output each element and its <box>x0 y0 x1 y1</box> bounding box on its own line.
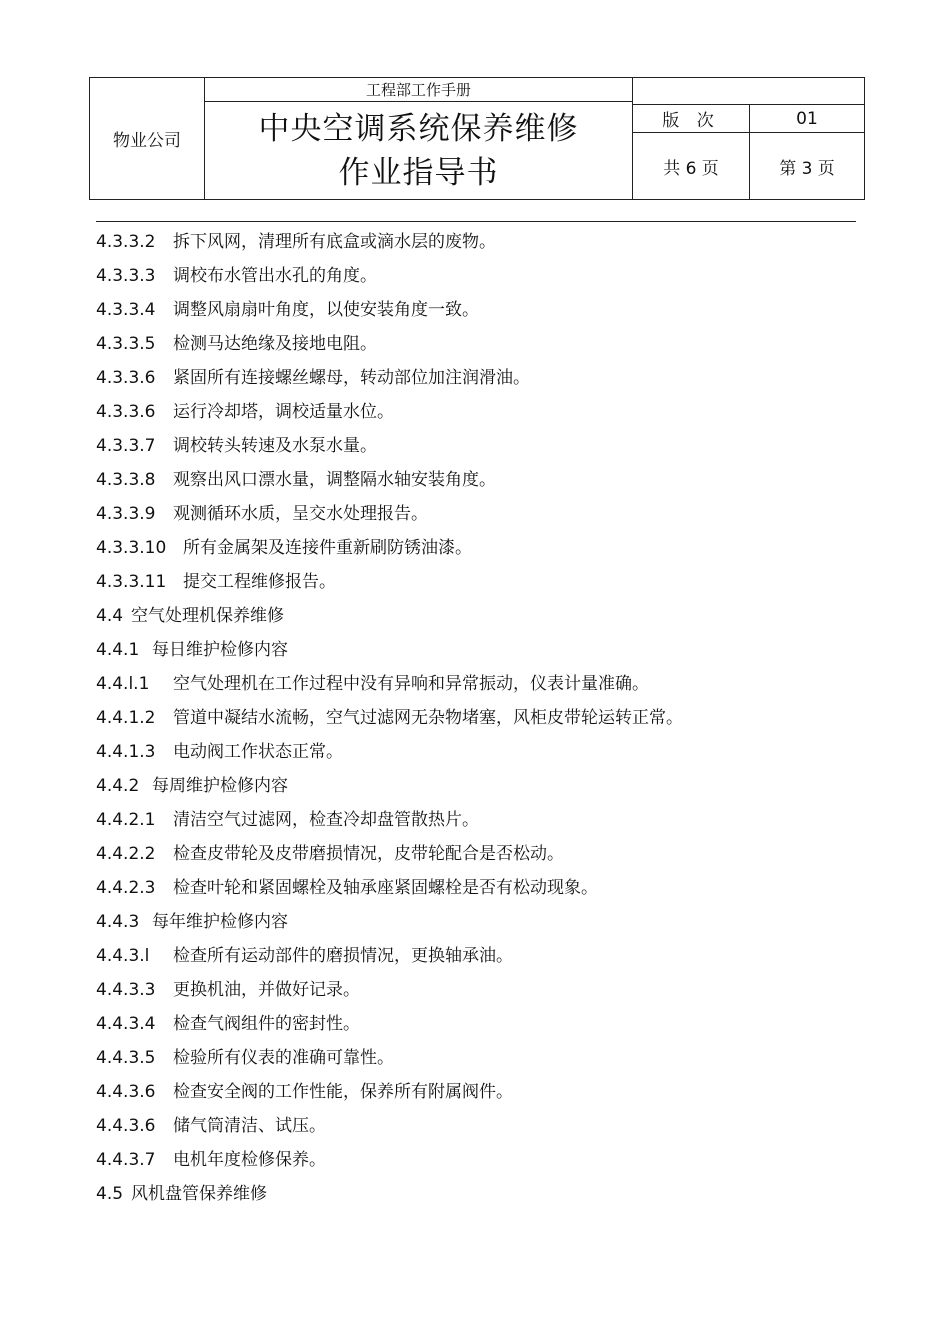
section-number: 4.4.3.5 <box>96 1048 156 1068</box>
section-text: 储气筒清洁、试压。 <box>173 1116 326 1136</box>
section-number: 4.4.2.2 <box>96 844 156 864</box>
list-item <box>96 535 876 569</box>
section-number: 4.4.l.1 <box>96 674 150 694</box>
section-number: 4.3.3.9 <box>96 504 156 524</box>
section-text: 空气处理机在工作过程中没有异响和异常振动，仪表计量准确。 <box>173 674 649 694</box>
document-header-table <box>89 77 865 200</box>
section-text: 检测马达绝缘及接地电阻。 <box>173 334 377 354</box>
section-text: 每周维护检修内容 <box>152 776 288 796</box>
section-text: 检查皮带轮及皮带磨损情况，皮带轮配合是否松动。 <box>173 844 564 864</box>
list-item <box>96 671 876 705</box>
list-item <box>96 399 876 433</box>
section-text: 电动阀工作状态正常。 <box>173 742 343 762</box>
list-item <box>96 841 876 875</box>
section-text: 清洁空气过滤网，检查冷却盘管散热片。 <box>173 810 479 830</box>
section-text: 每日维护检修内容 <box>152 640 288 660</box>
section-number: 4.3.3.3 <box>96 266 156 286</box>
section-number: 4.3.3.6 <box>96 402 156 422</box>
list-item <box>96 875 876 909</box>
total-pages: 共 6 页 <box>632 132 750 200</box>
list-item <box>96 1079 876 1113</box>
list-item <box>96 705 876 739</box>
section-number: 4.4.3 <box>96 912 140 932</box>
list-item <box>96 569 876 603</box>
section-number: 4.5 <box>96 1184 124 1204</box>
section-number: 4.3.3.2 <box>96 232 156 252</box>
section-number: 4.3.3.7 <box>96 436 156 456</box>
section-text: 运行冷却塔，调校适量水位。 <box>173 402 394 422</box>
list-item <box>96 603 876 637</box>
section-text: 拆下风网，清理所有底盒或滴水层的废物。 <box>173 232 496 252</box>
list-item <box>96 1045 876 1079</box>
list-item <box>96 909 876 943</box>
section-text: 调整风扇扇叶角度，以使安装角度一致。 <box>173 300 479 320</box>
list-item <box>96 331 876 365</box>
section-number: 4.4.3.3 <box>96 980 156 1000</box>
list-item <box>96 263 876 297</box>
document-title <box>204 101 633 200</box>
document-title-line-2: 作业指导书 <box>338 154 499 191</box>
section-number: 4.4.2.1 <box>96 810 156 830</box>
section-number: 4.4.3.l <box>96 946 150 966</box>
blank-cell <box>632 77 865 105</box>
section-number: 4.3.3.5 <box>96 334 156 354</box>
section-number: 4.3.3.6 <box>96 368 156 388</box>
section-text: 每年维护检修内容 <box>152 912 288 932</box>
section-text: 电机年度检修保养。 <box>173 1150 326 1170</box>
version-label: 版 次 <box>632 104 750 133</box>
list-item <box>96 977 876 1011</box>
list-item <box>96 739 876 773</box>
section-number: 4.4.3.6 <box>96 1116 156 1136</box>
section-text: 检查安全阀的工作性能，保养所有附属阀件。 <box>173 1082 513 1102</box>
section-text: 调校布水管出水孔的角度。 <box>173 266 377 286</box>
section-text: 风机盘管保养维修 <box>131 1184 267 1204</box>
section-number: 4.4.1.3 <box>96 742 156 762</box>
list-item <box>96 943 876 977</box>
section-number: 4.3.3.10 <box>96 538 167 558</box>
section-number: 4.4.3.4 <box>96 1014 156 1034</box>
version-value: 01 <box>749 104 865 133</box>
section-number: 4.4.1.2 <box>96 708 156 728</box>
section-text: 观察出风口漂水量，调整隔水轴安装角度。 <box>173 470 496 490</box>
section-number: 4.3.3.4 <box>96 300 156 320</box>
section-text: 更换机油，并做好记录。 <box>173 980 360 1000</box>
section-text: 检验所有仪表的准确可靠性。 <box>173 1048 394 1068</box>
list-item <box>96 229 876 263</box>
list-item <box>96 467 876 501</box>
list-item <box>96 1011 876 1045</box>
list-item <box>96 1113 876 1147</box>
section-text: 管道中凝结水流畅，空气过滤网无杂物堵塞，风柜皮带轮运转正常。 <box>173 708 683 728</box>
section-number: 4.4.2.3 <box>96 878 156 898</box>
list-item <box>96 807 876 841</box>
header-divider <box>96 221 856 222</box>
company-name: 物业公司 <box>89 77 205 200</box>
section-number: 4.3.3.8 <box>96 470 156 490</box>
list-item <box>96 637 876 671</box>
list-item <box>96 297 876 331</box>
manual-name: 工程部工作手册 <box>204 77 633 102</box>
list-item <box>96 1181 876 1215</box>
section-number: 4.4.3.7 <box>96 1150 156 1170</box>
section-text: 检查叶轮和紧固螺栓及轴承座紧固螺栓是否有松动现象。 <box>173 878 598 898</box>
section-text: 紧固所有连接螺丝螺母，转动部位加注润滑油。 <box>173 368 530 388</box>
document-title-line-1: 中央空调系统保养维修 <box>258 110 579 147</box>
section-number: 4.3.3.11 <box>96 572 167 592</box>
list-item <box>96 773 876 807</box>
section-text: 所有金属架及连接件重新刷防锈油漆。 <box>183 538 472 558</box>
document-body <box>96 229 876 1215</box>
section-number: 4.4.3.6 <box>96 1082 156 1102</box>
section-text: 观测循环水质，呈交水处理报告。 <box>173 504 428 524</box>
list-item <box>96 501 876 535</box>
section-number: 4.4.2 <box>96 776 140 796</box>
list-item <box>96 365 876 399</box>
section-text: 检查气阀组件的密封性。 <box>173 1014 360 1034</box>
section-text: 提交工程维修报告。 <box>183 572 336 592</box>
page-number: 第 3 页 <box>749 132 865 200</box>
list-item <box>96 433 876 467</box>
section-text: 检查所有运动部件的磨损情况，更换轴承油。 <box>173 946 513 966</box>
list-item <box>96 1147 876 1181</box>
section-number: 4.4.1 <box>96 640 140 660</box>
section-number: 4.4 <box>96 606 124 626</box>
section-text: 调校转头转速及水泵水量。 <box>173 436 377 456</box>
section-text: 空气处理机保养维修 <box>131 606 284 626</box>
